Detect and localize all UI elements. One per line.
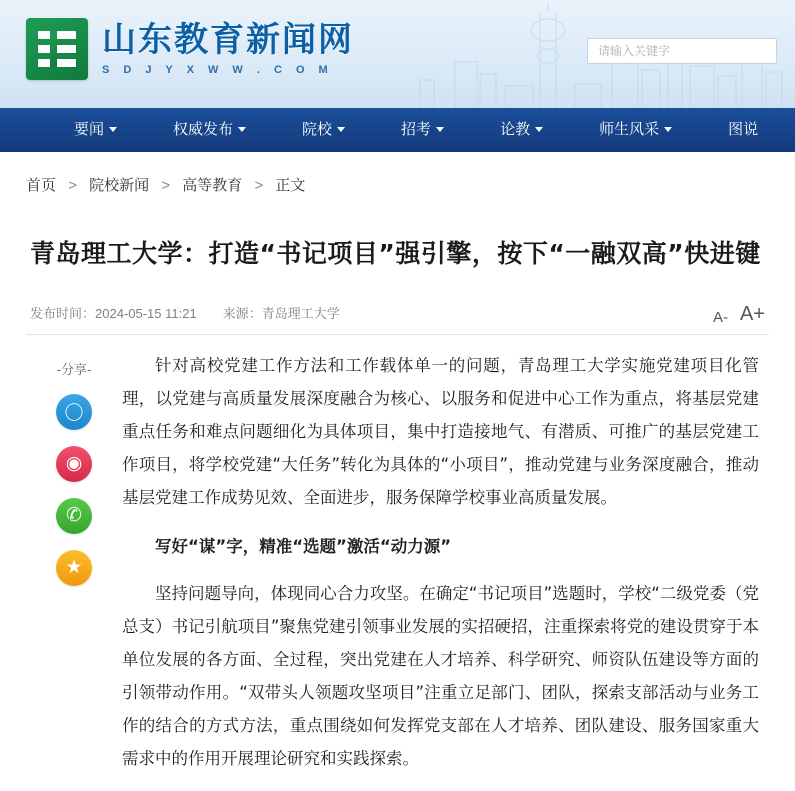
- nav-item-6[interactable]: [700, 108, 786, 152]
- qq-share-glyph: 〇: [64, 403, 84, 424]
- article-paragraph: 针对高校党建工作方法和工作载体单一的问题，青岛理工大学实施党建项目化管理，以党建与高质量发展深度融合为核心、以服务和促进中心工作为重点，将基层党建重点任务和难点问题细化为具体项目，集中打造接地气、有潜质、可推广的基层党建工作项目，将学校党建“大任务”转化为具体的“小项目”，推动党建与业务深度融合，推动基层党建工作成势见效、全面进步，服务保障学校事业高质量发展。: [122, 355, 759, 507]
- favorite-star-glyph: ★: [65, 557, 83, 578]
- nav-label-5: 师生风采: [599, 121, 660, 138]
- nav-label-3: 招考: [401, 121, 432, 138]
- breadcrumb-item-1[interactable]: 院校新闻: [89, 177, 150, 194]
- breadcrumb-item-2[interactable]: 高等教育: [182, 177, 243, 194]
- weibo-share-icon[interactable]: [56, 446, 92, 482]
- breadcrumb-separator: >: [68, 177, 77, 194]
- main-nav: [0, 108, 795, 152]
- publish-info: [30, 303, 340, 322]
- favorite-star-icon[interactable]: [56, 550, 92, 586]
- share-column: [26, 349, 122, 791]
- chevron-down-icon: [337, 127, 345, 132]
- chevron-down-icon: [664, 127, 672, 132]
- publish-time: 2024-05-15 11:21: [95, 305, 197, 321]
- publish-label: 发布时间：: [30, 305, 96, 321]
- site-title: 山东教育新闻网: [102, 20, 354, 61]
- article-subheading: 写好“谋”字，精准“选题”激活“动力源”: [155, 536, 452, 556]
- article-paragraph: 坚持问题导向，体现同心合力攻坚。在确定“书记项目”选题时，学校“二级党委（党总支）书记引航项目”聚焦党建引领事业发展的实招硬招，注重探索将党的建设贯穿于本单位发展的各方面、全过程，突出党建在人才培养、科学研究、师资队伍建设等方面的引领带动作用。“双带头人领题攻坚项目”注重立足部门、团队，探索支部活动与业务工作的结合的方式方法，重点围绕如何发挥党支部在人才培养、团队建设、服务国家重大需求中的作用开展理论研究和实践探索。: [122, 583, 759, 768]
- share-label: -分享-: [56, 361, 92, 377]
- wechat-share-glyph: ✆: [66, 505, 82, 526]
- breadcrumb-item-3[interactable]: 正文: [275, 177, 306, 194]
- breadcrumb-separator: >: [254, 177, 264, 194]
- article: [0, 235, 795, 791]
- nav-label-1: 权威发布: [173, 121, 234, 138]
- chevron-down-icon: [238, 127, 246, 132]
- article-content: [122, 349, 769, 791]
- chevron-down-icon: [535, 127, 543, 132]
- search-input[interactable]: [596, 43, 768, 59]
- breadcrumb-separator: >: [161, 177, 171, 194]
- site-url: S D J Y X W W . C O M: [102, 63, 334, 76]
- font-larger-button[interactable]: A+: [739, 302, 765, 325]
- nav-label-6: 图说: [728, 121, 759, 138]
- font-smaller-button[interactable]: A-: [712, 308, 728, 326]
- nav-item-1[interactable]: [145, 108, 274, 152]
- article-body: [26, 335, 769, 791]
- breadcrumb-item-0[interactable]: 首页: [26, 177, 57, 194]
- weibo-share-glyph: ◉: [65, 453, 83, 474]
- nav-item-2[interactable]: [274, 108, 373, 152]
- source-name: 青岛理工大学: [261, 305, 340, 321]
- source-label: 来源：: [222, 305, 262, 321]
- site-header: [0, 0, 795, 108]
- green-s-logo-icon: [26, 18, 88, 80]
- search-box[interactable]: [587, 38, 777, 64]
- site-logo[interactable]: [26, 18, 354, 80]
- qq-share-icon[interactable]: [56, 394, 92, 430]
- nav-item-3[interactable]: [373, 108, 472, 152]
- nav-label-2: 院校: [302, 121, 333, 138]
- breadcrumb: [0, 152, 795, 209]
- nav-item-4[interactable]: [472, 108, 571, 152]
- nav-item-5[interactable]: [571, 108, 700, 152]
- nav-item-0[interactable]: [46, 108, 145, 152]
- chevron-down-icon: [109, 127, 117, 132]
- chevron-down-icon: [436, 127, 444, 132]
- nav-label-0: 要闻: [74, 121, 105, 138]
- nav-label-4: 论教: [500, 121, 531, 138]
- font-size-controls: [713, 303, 765, 326]
- page-title: 青岛理工大学：打造“书记项目”强引擎，按下“一融双高”快进键: [30, 239, 761, 268]
- article-meta: [26, 303, 769, 335]
- wechat-share-icon[interactable]: [56, 498, 92, 534]
